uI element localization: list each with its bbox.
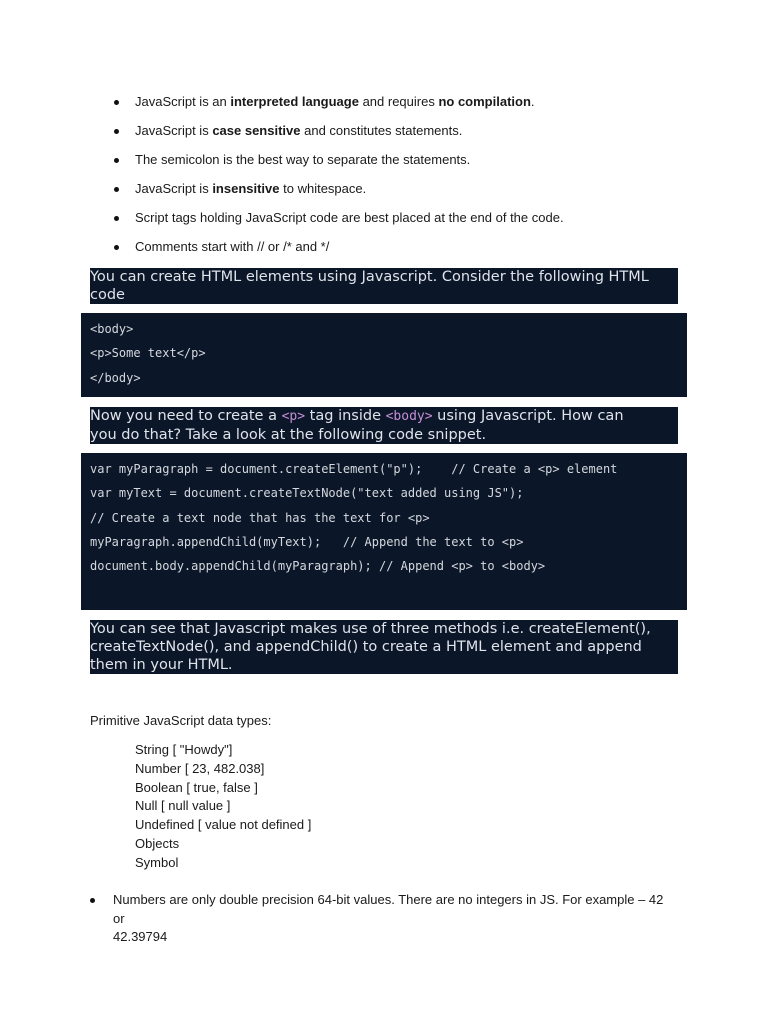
highlight-paragraph-3	[90, 620, 678, 674]
code-line: var myParagraph = document.createElement("p"); // Create a <p> element	[90, 462, 618, 476]
code-line: </body>	[90, 371, 141, 385]
inline-code-p-tag: <p>	[281, 409, 306, 424]
highlight-text: using Javascript. How can	[432, 408, 624, 424]
note-line: Numbers are only double precision 64-bit values. There are no integers in JS. For example – 42 or	[113, 892, 664, 926]
bullet-text: and constitutes statements.	[300, 123, 463, 138]
data-type-item: String [ "Howdy"]	[135, 742, 233, 757]
data-type-item: Null [ null value ]	[135, 798, 231, 814]
bullet-text: JavaScript is	[135, 181, 213, 196]
bullet-text: JavaScript is an	[135, 94, 231, 109]
data-type-item: Number [ 23, 482.038]	[135, 760, 265, 776]
bullet-dot	[114, 100, 119, 105]
data-type-item: Symbol	[135, 854, 179, 870]
bold-term: case sensitive	[212, 123, 301, 138]
bullet-text: JavaScript is	[135, 123, 213, 138]
bullet-text: Script tags holding JavaScript code are best placed at the end of the code.	[135, 210, 564, 225]
code-line: <p>Some text</p>	[90, 346, 206, 360]
highlight-line: createTextNode(), and appendChild() to create a HTML element and append	[90, 639, 642, 655]
data-types-list	[135, 741, 311, 873]
bullet-text: Comments start with // or /* and */	[135, 239, 330, 254]
code-line: <body>	[90, 322, 134, 336]
data-type-item: Objects	[135, 835, 180, 851]
code-line: document.body.appendChild(myParagraph); // Append <p> to <body>	[90, 559, 546, 573]
bullet-dot	[90, 898, 95, 903]
bullet-text: .	[530, 94, 535, 109]
bullet-dot	[114, 245, 119, 250]
code-block-javascript	[81, 453, 687, 610]
note-line: 42.39794	[113, 929, 168, 945]
data-type-item: Undefined [ value not defined ]	[135, 817, 312, 833]
code-block-html	[81, 313, 687, 397]
bullet-item	[112, 150, 564, 179]
bullet-text: The semicolon is the best way to separate the statements.	[135, 152, 471, 167]
highlight-paragraph-1	[90, 268, 678, 304]
bullet-item	[112, 237, 564, 266]
data-types-heading: Primitive JavaScript data types:	[90, 713, 272, 728]
bullet-dot	[114, 187, 119, 192]
inline-code-body-tag: <body>	[385, 409, 433, 424]
bullet-item	[112, 208, 564, 237]
highlight-line: You can see that Javascript makes use of three methods i.e. createElement(),	[90, 621, 651, 637]
highlight-paragraph-2	[90, 407, 678, 444]
code-line: // Create a text node that has the text for <p>	[90, 511, 430, 525]
highlight-text: Now you need to create a	[90, 408, 282, 424]
highlight-text: tag inside	[305, 408, 386, 424]
highlight-line	[90, 407, 678, 426]
bullet-text: and requires	[358, 94, 439, 109]
bold-term: no compilation	[438, 94, 531, 109]
highlight-line: you do that? Take a look at the following code snippet.	[90, 427, 487, 443]
numbers-note-text	[113, 891, 673, 947]
highlight-line: them in your HTML.	[90, 657, 233, 673]
bullet-dot	[114, 129, 119, 134]
bold-term: insensitive	[212, 181, 280, 196]
bold-term: interpreted language	[230, 94, 359, 109]
bullet-item	[112, 179, 564, 208]
bullet-text: to whitespace.	[279, 181, 367, 196]
bullet-dot	[114, 158, 119, 163]
highlight-line: code	[90, 287, 125, 303]
feature-bullet-list	[112, 92, 564, 266]
code-line: myParagraph.appendChild(myText); // Append the text to <p>	[90, 535, 524, 549]
data-type-item: Boolean [ true, false ]	[135, 779, 258, 795]
bullet-dot	[114, 216, 119, 221]
bullet-item	[112, 92, 564, 121]
code-line: var myText = document.createTextNode("text added using JS");	[90, 486, 524, 500]
bullet-item	[112, 121, 564, 150]
highlight-line: You can create HTML elements using Javascript. Consider the following HTML	[90, 269, 649, 285]
